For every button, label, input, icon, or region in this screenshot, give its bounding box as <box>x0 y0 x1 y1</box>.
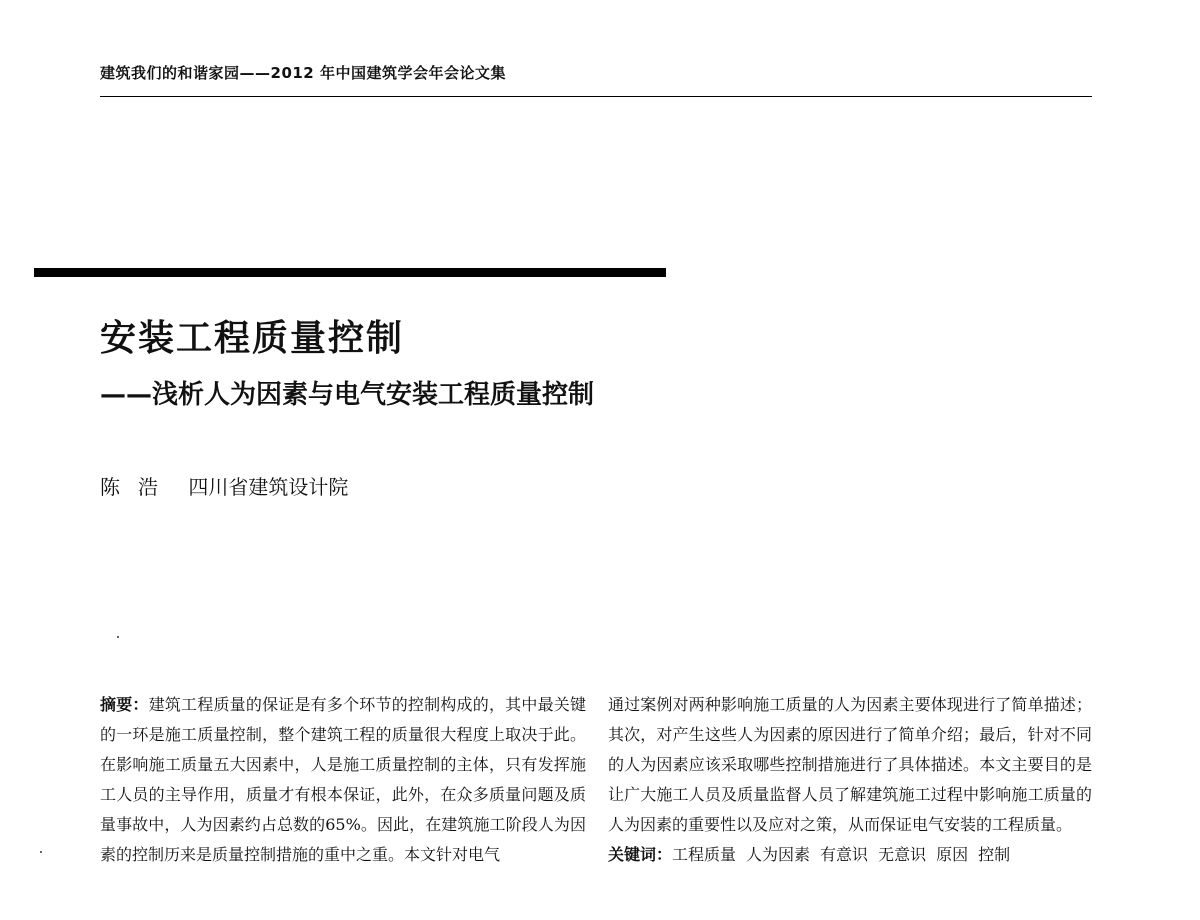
keyword: 控制 <box>978 845 1011 864</box>
page-title: 安装工程质量控制 <box>100 318 405 359</box>
keyword: 人为因素 <box>746 845 811 864</box>
scan-speck <box>40 851 42 853</box>
title-bar <box>34 268 666 277</box>
author-name: 陈浩 <box>100 475 176 499</box>
header-rule <box>100 96 1092 97</box>
abstract-text-left: 建筑工程质量的保证是有多个环节的控制构成的，其中最关键的一环是施工质量控制，整个建筑工程的质量很大程度上取决于此。在影响施工质量五大因素中，人是施工质量控制的主体，只有发挥施工人员的主导作用，质量才有根本保证，此外，在众多质量问题及质量事故中，人为因素约占总数的65%。因此，在建筑施工阶段人为因素的控制历来是质量控制措施的重中之重。本文针对电气 <box>100 695 586 864</box>
abstract-text-right: 通过案例对两种影响施工质量的人为因素主要体现进行了简单描述；其次，对产生这些人为因素的原因进行了简单介绍；最后，针对不同的人为因素应该采取哪些控制措施进行了具体描述。本文主要目的是让广大施工人员及质量监督人员了解建筑施工过程中影响施工质量的人为因素的重要性以及应对之策，从而保证电气安装的工程质量。 <box>608 695 1092 834</box>
author-affiliation: 四川省建筑设计院 <box>188 475 349 499</box>
page-subtitle: ——浅析人为因素与电气安装工程质量控制 <box>100 380 595 410</box>
running-header: 建筑我们的和谐家园——2012 年中国建筑学会年会论文集 <box>100 64 506 82</box>
keyword: 工程质量 <box>672 845 737 864</box>
keywords-line <box>608 840 1092 870</box>
abstract-label: 摘要： <box>100 695 149 714</box>
keyword: 无意识 <box>878 845 927 864</box>
keyword: 有意识 <box>820 845 869 864</box>
scan-speck <box>117 636 119 638</box>
keyword: 原因 <box>936 845 969 864</box>
keywords-label: 关键词： <box>608 845 673 864</box>
abstract-column-left <box>100 690 586 870</box>
abstract-column-right <box>608 690 1092 870</box>
byline <box>100 471 348 500</box>
